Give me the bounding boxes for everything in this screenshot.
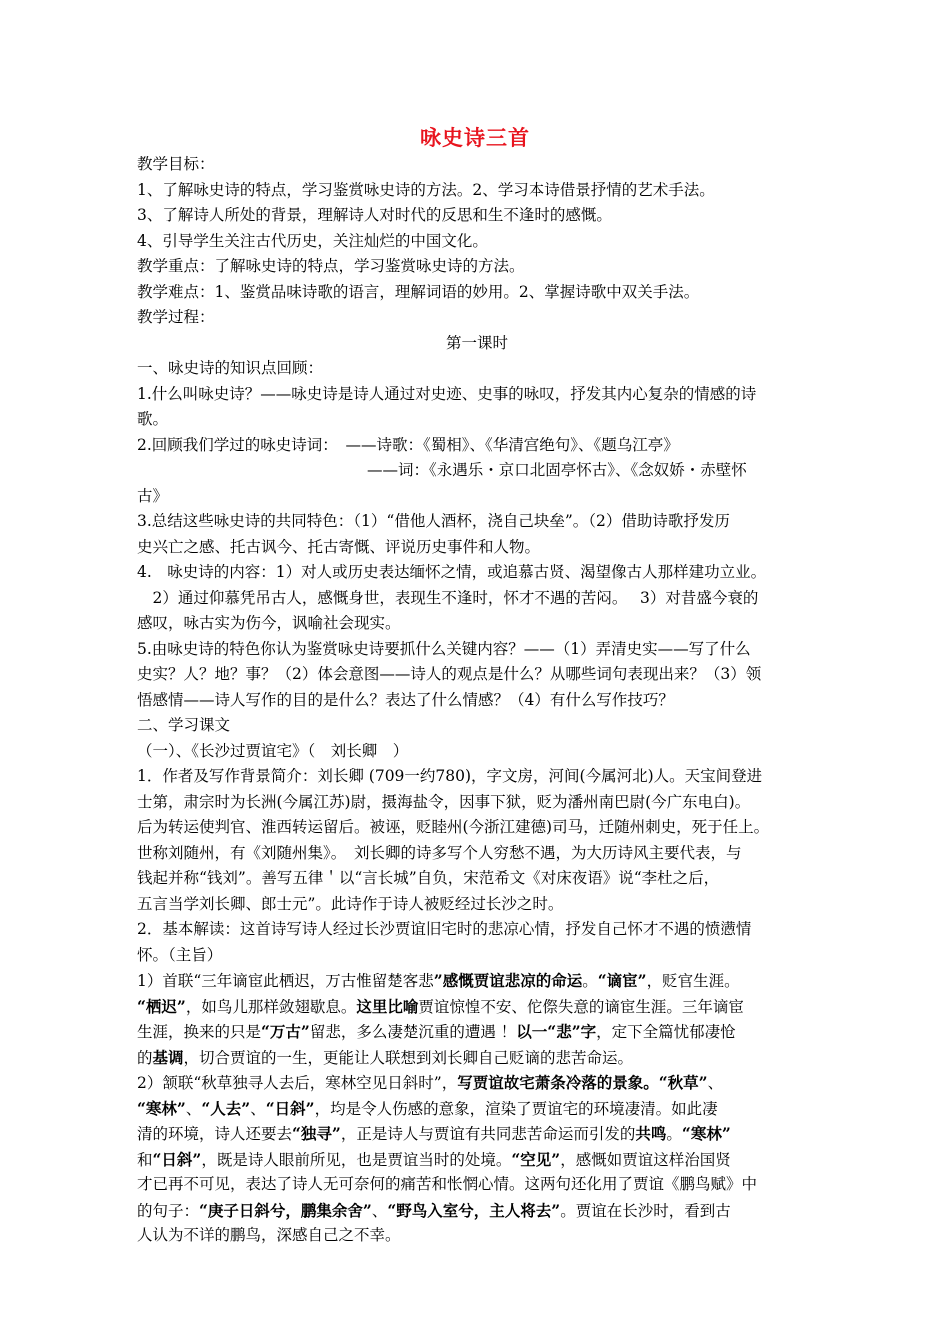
emphasis: “栖迟”: [137, 996, 186, 1016]
page-title: 咏史诗三首: [420, 126, 530, 150]
paragraph-line: [137, 1198, 817, 1224]
paragraph-line: 人认为不详的鹏鸟，深感自己之不幸。: [137, 1226, 401, 1244]
emphasis: 以一“悲”字: [516, 1022, 597, 1041]
emphasis: “万古”: [261, 1022, 310, 1041]
text-run: 2）颔联“秋草独寻人去后，寒林空见日斜时”，: [137, 1074, 458, 1092]
paragraph-line: 怀。（主旨）: [137, 945, 223, 964]
text-run: ，正是诗人与贾谊有共同悲苦命运而引发的: [340, 1125, 636, 1143]
section2-heading: 二、学习课文: [137, 716, 231, 734]
text-run: ，切合贾谊的一生，更能让人联想到刘长卿自己贬谪的悲苦命运。: [183, 1048, 634, 1067]
paragraph-line: 史实？人？地？事？（2）体会意图——诗人的观点是什么？从哪些词句表现出来？（3）领: [137, 665, 762, 683]
emphasis: 共鸣: [635, 1124, 667, 1143]
paragraph-line: [137, 1045, 817, 1071]
text-run: 。贾谊在长沙时，看到古: [560, 1201, 731, 1220]
emphasis: “日斜”: [152, 1149, 202, 1169]
paragraph-line: 史兴亡之感、托古讽今、托古寄慨、评说历史事件和人物。: [137, 537, 541, 556]
emphasis: “独寻”: [292, 1124, 341, 1143]
text-run: 和: [137, 1150, 153, 1169]
text-run: 生涯，换来的只是: [137, 1023, 262, 1041]
goal-line: 3、了解诗人所处的背景，理解诗人对时代的反思和生不逢时的感慨。: [137, 206, 612, 224]
paragraph-line: 2）通过仰慕凭吊古人，感慨身世，表现生不逢时，怀才不遇的苦闷。 3）对昔盛今衰的: [137, 588, 759, 607]
paragraph-line: 歌。: [137, 410, 169, 428]
paragraph-line: ——词：《永遇乐・京口北固亭怀古》、《念奴娇・赤壁怀: [367, 461, 747, 479]
emphasis: “空见”: [511, 1149, 561, 1169]
difficulty: 教学难点：1、鉴赏品味诗歌的语言，理解词语的妙用。2、掌握诗歌中双关手法。: [137, 282, 700, 301]
poem-title-line: （一）、《长沙过贾谊宅》（ 刘长卿 ）: [137, 741, 409, 760]
paragraph-line: [137, 1096, 817, 1122]
text-run: 留悲，多么凄楚沉重的遭遇 ！: [309, 1023, 517, 1041]
emphasis: “寒林”: [681, 1124, 731, 1143]
text-run: ，感慨如贾谊这样治国贤: [560, 1150, 731, 1169]
text-run: 、: [707, 1074, 724, 1092]
emphasis: ”感慨贾谊悲凉的命运: [433, 971, 583, 990]
text-run: 、: [250, 1099, 266, 1118]
document-body: [137, 152, 817, 1249]
text-run: 1）首联“三年谪宦此栖迟，万古惟留楚客悲: [137, 972, 434, 990]
paragraph-line: [137, 968, 817, 994]
paragraph-line: 3.总结这些咏史诗的共同特色：（1）“借他人酒杯，浇自己块垒”。（2）借助诗歌抒发历: [137, 512, 730, 530]
paragraph-line: 才已再不可见，表达了诗人无可奈何的痛苦和怅惘心情。这两句还化用了贾谊《鹏鸟赋》中: [137, 1175, 758, 1193]
text-run: 清的环境，诗人还要去: [137, 1125, 293, 1143]
paragraph-line: 士第，肃宗时为长洲(今属江苏)尉，摄海盐令，因事下狱，贬为潘州南巴尉(今广东电白)。: [137, 792, 751, 811]
emphasis: 基调: [152, 1047, 184, 1067]
text-run: 。: [582, 972, 598, 990]
paragraph-line: 5.由咏史诗的特色你认为鉴赏咏史诗要抓什么关键内容？——（1）弄清史实——写了什么: [137, 639, 751, 658]
paragraph-line: [137, 1121, 817, 1147]
paragraph-line: 4. 咏史诗的内容：1）对人或历史表达缅怀之情，或追慕古贤、渴望像古人那样建功立业。: [137, 563, 767, 581]
paragraph-line: 钱起并称“钱刘”。善写五律＇以“言长城”自负，宋范希文《对床夜语》说“李杜之后，: [137, 869, 720, 887]
emphasis: “日斜”: [265, 1098, 315, 1118]
goal-line: 4、引导学生关注古代历史，关注灿烂的中国文化。: [137, 231, 488, 250]
paragraph-line: [137, 1147, 817, 1173]
text-run: 贾谊惊惶不安、佗傺失意的谪宦生涯。三年谪宦: [418, 997, 744, 1016]
text-run: 的: [137, 1048, 153, 1067]
text-run: ，如鸟儿那样敛翅歇息。: [185, 997, 357, 1016]
paragraph-line: 世称刘随州，有《刘随州集》。 刘长卿的诗多写个人穷愁不遇，为大历诗风主要代表，与: [137, 843, 742, 862]
paragraph-line: 古》: [137, 486, 169, 505]
emphasis: 这里比喻: [356, 996, 419, 1016]
paragraph-line: [137, 1019, 817, 1045]
paragraph-line: 2.回顾我们学过的咏史诗词： ——诗歌：《蜀相》、《华清宫绝句》、《题乌江亭》: [137, 435, 679, 454]
key-point: 教学重点：了解咏史诗的特点，学习鉴赏咏史诗的方法。: [137, 257, 525, 275]
text-run: ，既是诗人眼前所见，也是贾谊当时的处境。: [201, 1150, 512, 1169]
paragraph-line: 后为转运使判官、淮西转运留后。被诬，贬睦州(今浙江建德)司马，迁随州刺史，死于任上。: [137, 818, 770, 836]
paragraph-line: 感叹，咏古实为伤今，讽喻社会现实。: [137, 614, 401, 632]
emphasis: “野鸟入室兮，主人将去”: [387, 1200, 561, 1220]
text-run: 、: [371, 1201, 388, 1220]
text-run: 的句子：: [137, 1201, 200, 1220]
paragraph-line: [137, 994, 817, 1020]
paragraph-line: 悟感情——诗人写作的目的是什么？表达了什么情感？（4）有什么写作技巧？: [137, 690, 674, 709]
emphasis: “人去”: [201, 1098, 251, 1118]
section1-heading: 一、咏史诗的知识点回顾：: [137, 359, 324, 377]
text-run: ，贬官生涯。: [646, 972, 740, 990]
text-run: ，均是令人伤感的意象，渲染了贾谊宅的环境凄清。如此凄: [314, 1099, 718, 1118]
emphasis: 写贾谊故宅萧条冷落的景象。“秋草”: [457, 1073, 708, 1092]
emphasis: “谪宦”: [597, 971, 647, 990]
paragraph-line: 2．基本解读：这首诗写诗人经过长沙贾谊旧宅时的悲凉心情，抒发自己怀才不遇的愤懑情: [137, 920, 752, 938]
paragraph-line: 1．作者及写作背景简介：刘长卿 (709一约780)，字文房，河间(今属河北)人。天宝间登进: [137, 767, 763, 785]
lesson-heading: 第一课时: [445, 333, 508, 352]
text-run: 、: [185, 1099, 202, 1118]
process-heading: 教学过程：: [137, 308, 215, 326]
paragraph-line: 1.什么叫咏史诗？——咏史诗是诗人通过对史迹、史事的咏叹，抒发其内心复杂的情感的诗: [137, 384, 757, 403]
emphasis: “寒林”: [137, 1098, 186, 1118]
goals-heading: 教学目标：: [137, 155, 215, 173]
paragraph-line: 五言当学刘长卿、郎士元”。此诗作于诗人被贬经过长沙之时。: [137, 894, 564, 913]
text-run: ，定下全篇忧郁凄怆: [596, 1023, 736, 1041]
emphasis: “庚子日斜兮，鹏集余舍”: [199, 1200, 372, 1220]
text-run: 。: [666, 1125, 682, 1143]
goal-line: 1、了解咏史诗的特点，学习鉴赏咏史诗的方法。2、学习本诗借景抒情的艺术手法。: [137, 180, 715, 199]
paragraph-line: [137, 1070, 817, 1096]
